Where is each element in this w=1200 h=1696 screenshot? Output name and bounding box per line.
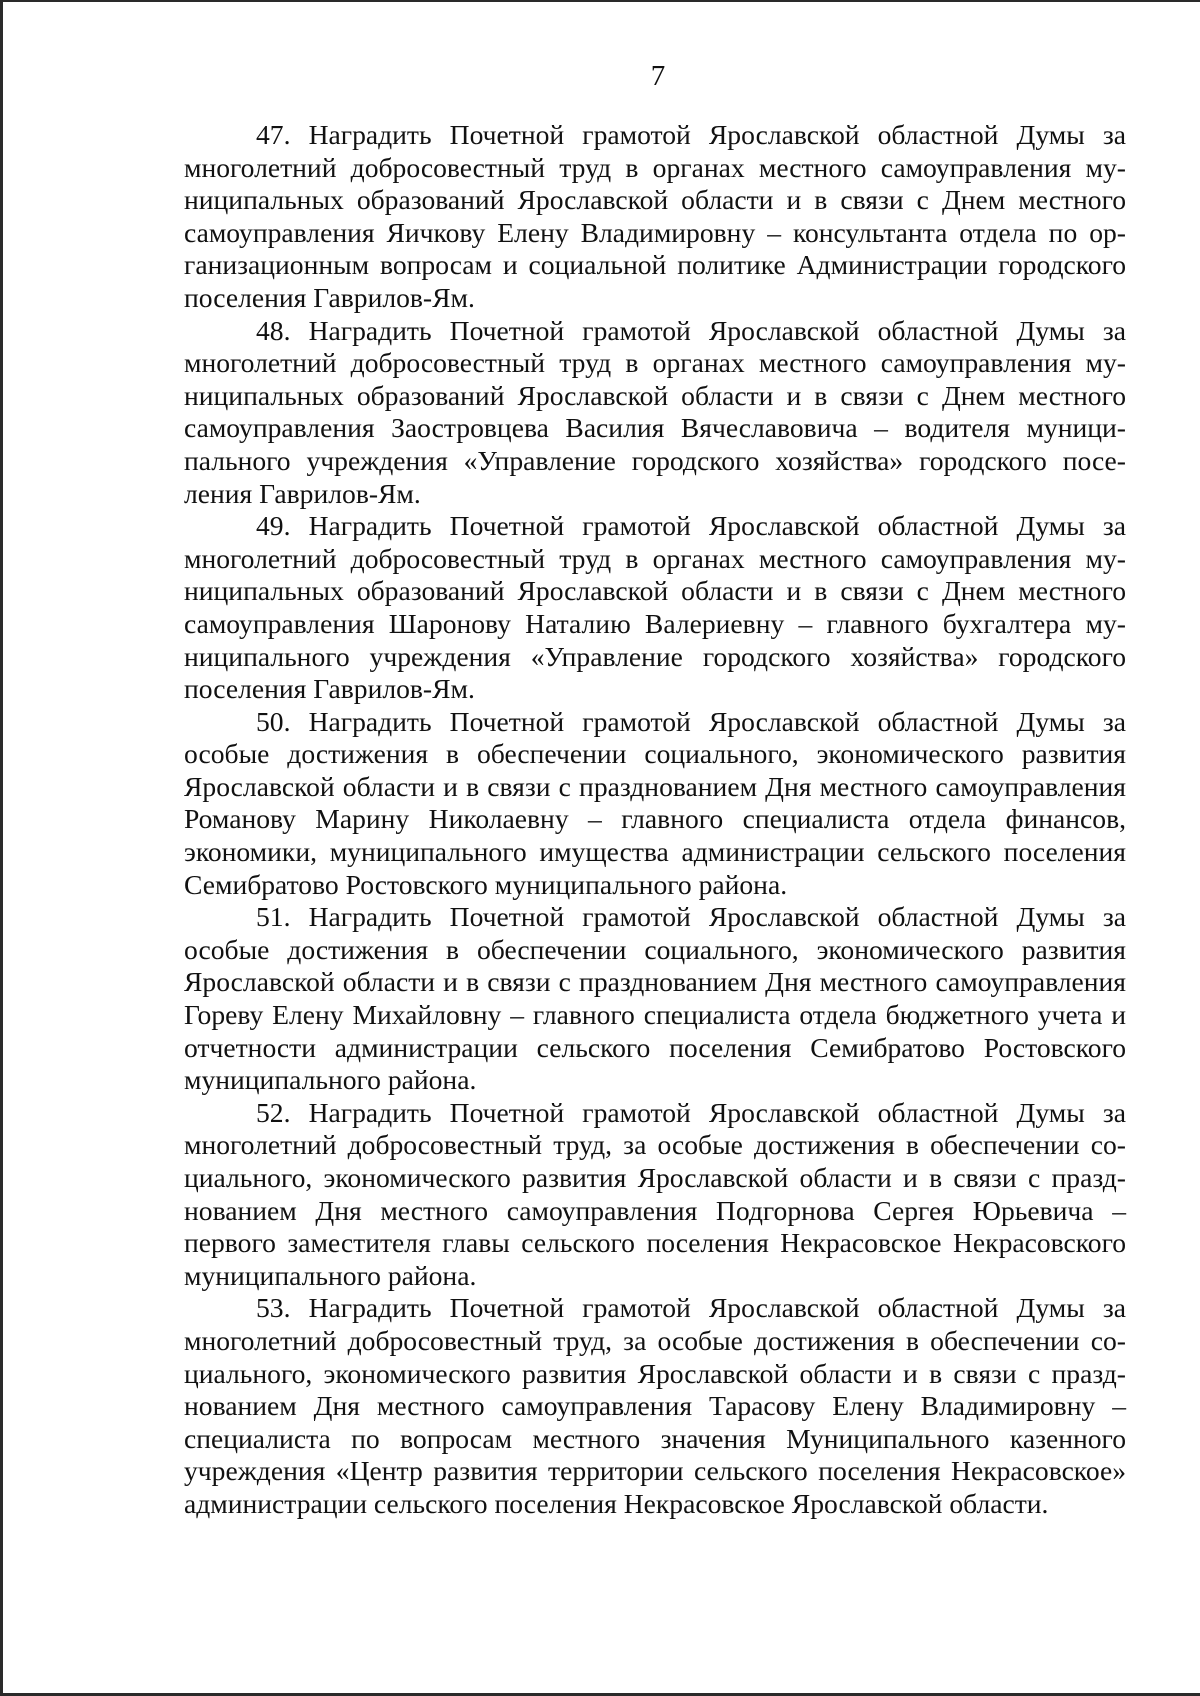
- paragraph-48: 48. Наградить Почетной грамотой Ярославской областной Думы за многолетний добросовестный труд в органах местного самоуправления муниципальных образований Ярославской области и в связи с Днем местного самоуправления Заостровцева Василия Вячеславовича – водителя муниципального учреждения «Управление городского хозяйства» городского поселения Гаврилов-Ям.: [184, 314, 1126, 509]
- paragraph-51: 51. Наградить Почетной грамотой Ярославской областной Думы за особые достижения в обеспечении социального, экономического развития Ярославской области и в связи с празднованием Дня местного самоуправления Гореву Елену Михайловну – главного специалиста отдела бюджетного учета и отчетности администрации сельского поселения Семибратово Ростовского муниципального района.: [184, 901, 1126, 1096]
- paragraph-53: 53. Наградить Почетной грамотой Ярославской областной Думы за многолетний добросовестный труд, за особые достижения в обеспечении социального, экономического развития Ярославской области и в связи с празднованием Дня местного самоуправления Тарасову Елену Владимировну – специалиста по вопросам местного значения Муниципального казенного учреждения «Центр развития территории сельского поселения Некрасовское» администрации сельского поселения Некрасовское Ярославской области.: [184, 1292, 1126, 1519]
- page-number: 7: [650, 60, 666, 92]
- paragraph-49: 49. Наградить Почетной грамотой Ярославской областной Думы за многолетний добросовестный труд в органах местного самоуправления муниципальных образований Ярославской области и в связи с Днем местного самоуправления Шаронову Наталию Валериевну – главного бухгалтера муниципального учреждения «Управление городского хозяйства» городского поселения Гаврилов-Ям.: [184, 510, 1126, 705]
- document-body: [184, 119, 1126, 1521]
- paragraph-47: 47. Наградить Почетной грамотой Ярославской областной Думы за многолетний добросовестный труд в органах местного самоуправления муниципальных образований Ярославской области и в связи с Днем местного самоуправления Яичкову Елену Владимировну – консультанта отдела по организационным вопросам и социальной политике Администрации городского поселения Гаврилов-Ям.: [184, 119, 1126, 313]
- paragraph-50: 50. Наградить Почетной грамотой Ярославской областной Думы за особые достижения в обеспечении социального, экономического развития Ярославской области и в связи с празднованием Дня местного самоуправления Романову Марину Николаевну – главного специалиста отдела финансов, экономики, муниципального имущества администрации сельского поселения Семибратово Ростовского муниципального района.: [184, 705, 1126, 900]
- paragraph-52: 52. Наградить Почетной грамотой Ярославской областной Думы за многолетний добросовестный труд, за особые достижения в обеспечении социального, экономического развития Ярославской области и в связи с празднованием Дня местного самоуправления Подгорнова Сергея Юрьевича – первого заместителя главы сельского поселения Некрасовское Некрасовского муниципального района.: [184, 1096, 1126, 1291]
